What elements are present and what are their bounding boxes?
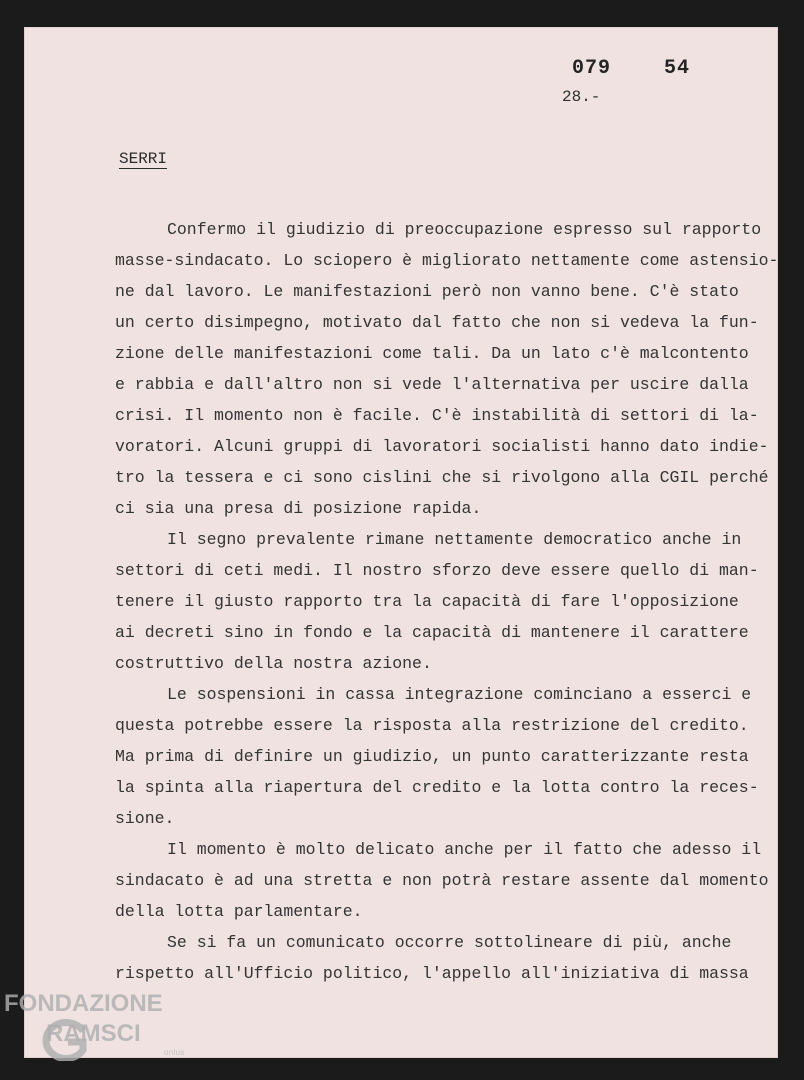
text-line: sindacato è ad una stretta e non potrà restare assente dal momento bbox=[115, 871, 769, 890]
text-line: ai decreti sino in fondo e la capacità di mantenere il carattere bbox=[115, 623, 749, 642]
text-line: costruttivo della nostra azione. bbox=[115, 654, 432, 673]
text-line: e rabbia e dall'altro non si vede l'alternativa per uscire dalla bbox=[115, 375, 749, 394]
text-line: settori di ceti medi. Il nostro sforzo deve essere quello di man- bbox=[115, 561, 759, 580]
text-line: zione delle manifestazioni come tali. Da un lato c'è malcontento bbox=[115, 344, 749, 363]
text-line: della lotta parlamentare. bbox=[115, 902, 363, 921]
watermark-title: FONDAZIONE bbox=[4, 990, 163, 1017]
text-line: Il segno prevalente rimane nettamente democratico anche in bbox=[167, 530, 742, 549]
paragraph bbox=[115, 679, 765, 834]
paragraph bbox=[115, 524, 765, 679]
watermark-suffix: onlus bbox=[164, 1048, 185, 1057]
text-line: Le sospensioni in cassa integrazione cominciano a esserci e bbox=[167, 685, 752, 704]
text-line: rispetto all'Ufficio politico, l'appello all'iniziativa di massa bbox=[115, 964, 749, 983]
text-line: voratori. Alcuni gruppi di lavoratori socialisti hanno dato indie- bbox=[115, 437, 769, 456]
text-line: Confermo il giudizio di preoccupazione espresso sul rapporto bbox=[167, 220, 762, 239]
speaker-heading: SERRI bbox=[119, 150, 168, 168]
watermark-name: RAMSCI bbox=[46, 1020, 141, 1047]
text-line: crisi. Il momento non è facile. C'è instabilità di settori di la- bbox=[115, 406, 759, 425]
text-line: sione. bbox=[115, 809, 175, 828]
text-line: Il momento è molto delicato anche per il fatto che adesso il bbox=[167, 840, 762, 859]
text-line: un certo disimpegno, motivato dal fatto che non si vedeva la fun- bbox=[115, 313, 759, 332]
text-line: ne dal lavoro. Le manifestazioni però non vanno bene. C'è stato bbox=[115, 282, 739, 301]
text-line: questa potrebbe essere la risposta alla restrizione del credito. bbox=[115, 716, 749, 735]
page-reference: 28.- bbox=[562, 88, 601, 106]
archive-number-right: 54 bbox=[664, 57, 691, 80]
text-line: tenere il giusto rapporto tra la capacità di fare l'opposizione bbox=[115, 592, 739, 611]
text-line: masse-sindacato. Lo sciopero è migliorato nettamente come astensio- bbox=[115, 251, 779, 270]
text-line: ci sia una presa di posizione rapida. bbox=[115, 499, 482, 518]
paragraph bbox=[115, 834, 769, 927]
paragraph bbox=[115, 214, 779, 524]
scanned-page bbox=[24, 27, 778, 1058]
typed-text bbox=[115, 214, 779, 989]
text-line: Ma prima di definire un giudizio, un punto caratterizzante resta bbox=[115, 747, 749, 766]
archive-number-left: 079 bbox=[572, 57, 612, 80]
text-line: tro la tessera e ci sono cislini che si rivolgono alla CGIL perché bbox=[115, 468, 769, 487]
paragraph bbox=[115, 927, 765, 989]
text-line: Se si fa un comunicato occorre sottolineare di più, anche bbox=[167, 933, 732, 952]
text-line: la spinta alla riapertura del credito e la lotta contro la reces- bbox=[115, 778, 759, 797]
